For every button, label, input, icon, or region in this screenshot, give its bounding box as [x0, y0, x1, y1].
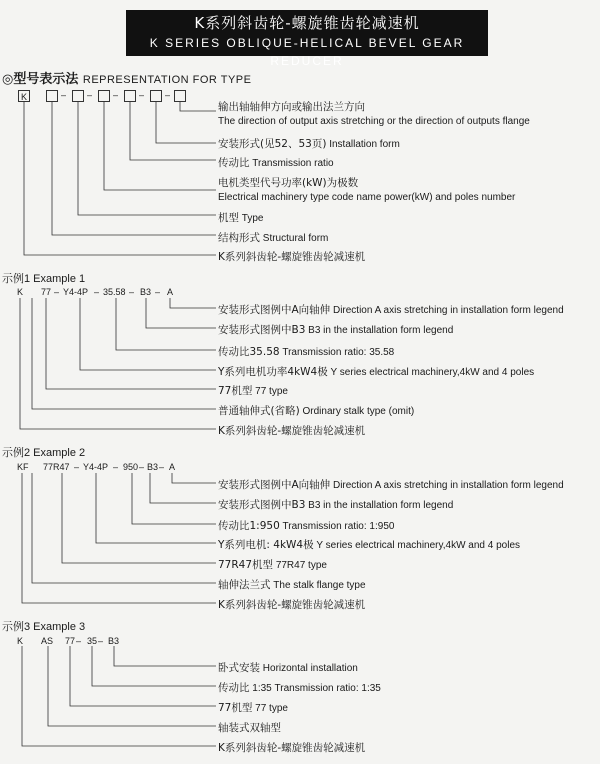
ex1-code-motor: Y4-4P	[63, 287, 89, 297]
ex3-item-1	[218, 660, 358, 675]
type-box-7	[174, 90, 186, 102]
type-item-2-cn: 安装形式(见52、53页)	[218, 138, 327, 150]
ex3-item-4	[218, 720, 281, 735]
type-item-5	[218, 210, 263, 225]
ex1-code-dir: A	[167, 287, 174, 297]
ex2-code-type: 77R47	[43, 462, 70, 472]
ex1-item-1	[218, 302, 564, 317]
dash: –	[54, 287, 60, 297]
type-item-1-cn: 输出轴轴伸方向或输出法兰方向	[218, 101, 365, 113]
ex2-item-6-en: The stalk flange type	[273, 580, 366, 591]
ex2-item-5	[218, 557, 327, 572]
type-item-5-en: Type	[241, 213, 264, 224]
dash: –	[129, 287, 135, 297]
ex1-item-4-en: Y series electrical machinery,4kW and 4 poles	[330, 367, 535, 378]
ex1-item-6-cn: 普通轴伸式(省略)	[218, 405, 300, 417]
ex2-item-2-cn: 安装形式图例中B3	[218, 499, 306, 511]
ex1-item-2-cn: 安装形式图例中B3	[218, 324, 306, 336]
dash: –	[87, 90, 93, 100]
ex2-item-5-en: 77R47 type	[275, 560, 327, 571]
ex1-item-3-cn: 传动比35.58	[218, 346, 280, 358]
type-item-6-en: Structural form	[262, 233, 329, 244]
dash: –	[76, 636, 82, 646]
ex1-item-7-cn: K系列斜齿轮-螺旋锥齿轮减速机	[218, 425, 366, 437]
ex3-item-5-cn: K系列斜齿轮-螺旋锥齿轮减速机	[218, 742, 366, 754]
ex3-item-3	[218, 700, 288, 715]
type-item-3-cn: 传动比	[218, 157, 250, 169]
ex2-item-1	[218, 477, 564, 492]
ex2-item-4-en: Y series electrical machinery,4kW and 4 poles	[316, 540, 521, 551]
type-box-letter: K	[18, 90, 30, 102]
ex2-code-motor: Y4-4P	[83, 462, 109, 472]
ex3-item-5	[218, 740, 365, 755]
ex2-item-2	[218, 497, 453, 512]
ex3-item-4-cn: 轴装式双轴型	[218, 722, 281, 734]
ex1-item-5	[218, 383, 288, 398]
ex1-item-6	[218, 403, 414, 418]
ex1-item-4	[218, 364, 534, 379]
ex3-item-2	[218, 680, 381, 695]
type-item-5-cn: 机型	[218, 212, 239, 224]
type-section-title-en: REPRESENTATION FOR TYPE	[82, 74, 252, 86]
ex2-code-dir: A	[169, 462, 176, 472]
ex1-item-3-en: Transmission ratio: 35.58	[282, 347, 395, 358]
ex2-item-5-cn: 77R47机型	[218, 559, 274, 571]
ex1-item-2-en: B3 in the installation form legend	[308, 325, 454, 336]
ex3-code-type: 77	[65, 636, 76, 646]
ex1-item-7	[218, 423, 365, 438]
type-box-4	[98, 90, 110, 102]
ex3-code-series: K	[17, 636, 24, 646]
ex2-item-1-cn: 安装形式图例中A向轴伸	[218, 479, 331, 491]
type-item-7-cn: K系列斜齿轮-螺旋锥齿轮减速机	[218, 251, 366, 263]
ex2-item-3-en: Transmission ratio: 1:950	[282, 521, 395, 532]
type-item-3	[218, 155, 334, 170]
ex2-code-series: KF	[17, 462, 29, 472]
ex2-item-3-cn: 传动比1:950	[218, 520, 280, 532]
ex1-code-series: K	[17, 287, 24, 297]
type-box-5	[124, 90, 136, 102]
dash: –	[98, 636, 104, 646]
dash: –	[165, 90, 171, 100]
dash: –	[155, 287, 161, 297]
ex2-item-4	[218, 537, 520, 552]
ex2-item-6	[218, 577, 366, 592]
type-item-6-cn: 结构形式	[218, 232, 260, 244]
type-item-1-en: The direction of output axis stretching or the direction of outputs flange	[218, 116, 530, 127]
ex1-code-mount: B3	[140, 287, 152, 297]
type-item-4-en: Electrical machinery type code name power(kW) and poles number	[218, 192, 516, 203]
type-item-4-cn: 电机类型代号功率(kW)为极数	[218, 177, 359, 189]
type-item-2-en: Installation form	[329, 139, 400, 150]
ex1-item-3	[218, 344, 394, 359]
ex1-item-4-cn: Y系列电机功率4kW4极	[218, 366, 328, 378]
ex3-item-3-en: 77 type	[255, 703, 288, 714]
header-title-en: K SERIES OBLIQUE-HELICAL BEVEL GEAR REDUCER	[149, 36, 465, 68]
ex1-item-5-cn: 77机型	[218, 385, 253, 397]
header-title-cn: K系列斜齿轮-螺旋锥齿轮减速机	[194, 14, 420, 32]
ex2-item-3	[218, 518, 394, 533]
dash: –	[61, 90, 67, 100]
type-section-title-cn: ◎型号表示法	[2, 72, 79, 87]
ex3-code-ratio: 35	[87, 636, 98, 646]
ex3-item-3-cn: 77机型	[218, 702, 253, 714]
dash: –	[139, 90, 145, 100]
type-box-6	[150, 90, 162, 102]
ex2-item-6-cn: 轴伸法兰式	[218, 579, 271, 591]
type-item-7	[218, 249, 365, 264]
dash: –	[113, 462, 119, 472]
dash: –	[159, 462, 165, 472]
ex2-item-2-en: B3 in the installation form legend	[308, 500, 454, 511]
ex2-item-7-cn: K系列斜齿轮-螺旋锥齿轮减速机	[218, 599, 366, 611]
dash: –	[139, 462, 145, 472]
type-box-3	[72, 90, 84, 102]
example3-title: 示例3 Example 3	[2, 621, 86, 633]
ex2-item-1-en: Direction A axis stretching in installation form legend	[332, 480, 564, 491]
type-item-1	[218, 99, 365, 114]
dash: –	[94, 287, 100, 297]
ex3-item-1-en: Horizontal installation	[262, 663, 358, 674]
ex2-item-7	[218, 597, 365, 612]
ex2-item-4-cn: Y系列电机: 4kW4极	[218, 539, 314, 551]
type-item-2	[218, 136, 400, 151]
type-item-6	[218, 230, 328, 245]
dash: –	[113, 90, 119, 100]
dash: –	[74, 462, 80, 472]
ex1-code-ratio: 35.58	[103, 287, 126, 297]
ex3-code-mount: B3	[108, 636, 120, 646]
ex3-item-2-en: 1:35 Transmission ratio: 1:35	[252, 683, 381, 694]
ex1-item-1-cn: 安装形式图例中A向轴伸	[218, 304, 331, 316]
ex3-item-2-cn: 传动比	[218, 682, 250, 694]
ex1-item-1-en: Direction A axis stretching in installation form legend	[332, 305, 564, 316]
type-item-3-en: Transmission ratio	[252, 158, 334, 169]
ex2-code-mount: B3	[147, 462, 159, 472]
ex3-code-structure: AS	[41, 636, 54, 646]
ex3-item-1-cn: 卧式安装	[218, 662, 260, 674]
ex1-item-5-en: 77 type	[255, 386, 288, 397]
ex2-code-ratio: 950	[123, 462, 139, 472]
example1-title: 示例1 Example 1	[2, 273, 86, 285]
ex1-code-type: 77	[41, 287, 52, 297]
example2-title: 示例2 Example 2	[2, 447, 86, 459]
ex1-item-6-en: Ordinary stalk type (omit)	[302, 406, 415, 417]
type-box-2	[46, 90, 58, 102]
ex1-item-2	[218, 322, 453, 337]
type-item-4	[218, 175, 358, 190]
